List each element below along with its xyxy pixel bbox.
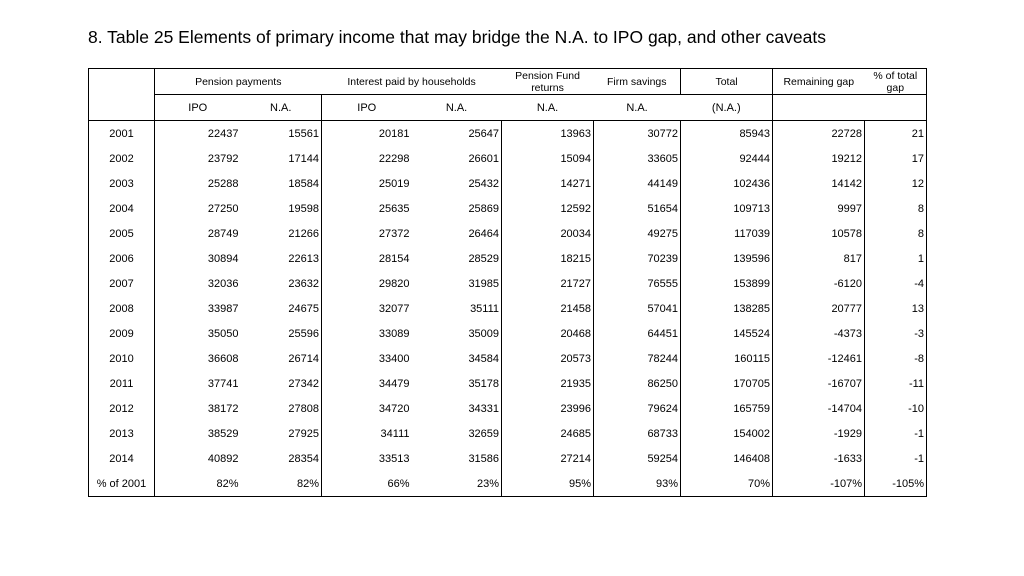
table-cell: 17 [865,146,927,171]
table-cell: 139596 [681,246,773,271]
table-cell: 8 [865,221,927,246]
table-cell: 28354 [241,446,322,471]
subheader-pct-empty [865,95,927,121]
row-label: 2008 [89,296,155,321]
table-cell: 38529 [207,427,239,440]
row-label: 2002 [89,146,155,171]
table-cell: 68733 [594,421,681,446]
table-cell: 33513 [378,452,410,465]
table-cell: -14704 [773,396,865,421]
table-cell: -1 [865,446,927,471]
table-cell: 21 [865,121,927,147]
table-cell: 145524 [681,321,773,346]
table-cell: 33605 [594,146,681,171]
table-cell: 20777 [773,296,865,321]
table-cell: 25869 [412,196,502,221]
table-cell: 23792 [207,152,239,165]
row-label: % of 2001 [89,471,155,497]
table-cell: 1 [865,246,927,271]
table-cell: 82% [155,471,241,497]
table-cell: 33400 [378,352,410,365]
table-cell: 23% [412,471,502,497]
row-label: 2001 [89,121,155,147]
table-cell: 34584 [412,346,502,371]
data-table [88,68,927,497]
pension-payments-header: Pension payments [155,69,322,95]
row-label: 2013 [89,421,155,446]
table-cell: 27808 [241,396,322,421]
table-cell: -4373 [773,321,865,346]
table-cell: 29820 [378,277,410,290]
table-cell: 27372 [378,227,410,240]
table-cell: 20573 [502,346,594,371]
table-cell: 35111 [412,296,502,321]
row-label: 2005 [89,221,155,246]
table-cell: 14271 [502,171,594,196]
table-row [89,296,927,321]
table-row [89,321,927,346]
table-cell: 117039 [681,221,773,246]
table-cell: 21935 [502,371,594,396]
table-cell: 64451 [594,321,681,346]
table-cell: 30772 [594,121,681,147]
table-cell: 12 [865,171,927,196]
table-cell: 34111 [380,427,410,440]
table-cell: 20034 [502,221,594,246]
table-row [89,171,927,196]
row-label: 2010 [89,346,155,371]
table-cell: 24675 [241,296,322,321]
table-cell: -1929 [773,421,865,446]
table-cell: 15094 [502,146,594,171]
table-cell: 817 [773,246,865,271]
table-cell: 32659 [412,421,502,446]
table-cell: -10 [865,396,927,421]
table-cell: 25635 [378,202,410,215]
table-cell: 22728 [773,121,865,147]
table-cell: 37741 [207,377,239,390]
table-cell: 93% [594,471,681,497]
table-cell: 33987 [207,302,239,315]
table-row [89,121,927,147]
table-cell: 17144 [241,146,322,171]
table-cell: 19598 [241,196,322,221]
table-row [89,196,927,221]
table-cell: 30894 [207,252,239,265]
subheader-na-total: (N.A.) [681,95,773,121]
table-cell: 19212 [773,146,865,171]
table-cell: 32077 [378,302,410,315]
table-cell: 22613 [241,246,322,271]
table-cell: 86250 [594,371,681,396]
table-cell: 21727 [502,271,594,296]
table-cell: 59254 [594,446,681,471]
page-title: 8. Table 25 Elements of primary income that may bridge the N.A. to IPO gap, and other caveats [88,27,826,47]
table-cell: -8 [865,346,927,371]
table-row [89,396,927,421]
table-cell: 31985 [412,271,502,296]
table-cell: 49275 [594,221,681,246]
table-cell: 35009 [412,321,502,346]
table-row [89,246,927,271]
table-cell: 28154 [378,252,410,265]
table-cell: 28749 [207,227,239,240]
table-cell: 35050 [207,327,239,340]
table-cell: -1633 [773,446,865,471]
row-label: 2003 [89,171,155,196]
table-cell: 76555 [594,271,681,296]
table-cell: 8 [865,196,927,221]
subheader-na-firm: N.A. [594,95,681,121]
table-cell: 70239 [594,246,681,271]
subheader-ipo-interest: IPO [322,95,412,121]
table-cell: 12592 [502,196,594,221]
table-cell: 79624 [594,396,681,421]
table-cell: -3 [865,321,927,346]
table-cell: 92444 [681,146,773,171]
row-label: 2012 [89,396,155,421]
table-cell: -1 [865,421,927,446]
table-cell: 27342 [241,371,322,396]
remaining-gap-header: Remaining gap [773,69,865,95]
table-cell: 20468 [502,321,594,346]
table-row [89,446,927,471]
table-cell: 33089 [378,327,410,340]
table-row [89,346,927,371]
pct-total-gap-header: % of total gap [865,69,927,95]
table-cell: 40892 [207,452,239,465]
table-cell: 44149 [594,171,681,196]
table-cell: 66% [322,471,412,497]
subheader-na-fund: N.A. [502,95,594,121]
row-label: 2004 [89,196,155,221]
table-cell: 78244 [594,346,681,371]
header-row [89,69,927,95]
table-row [89,421,927,446]
table-cell: 23996 [502,396,594,421]
table-cell: 85943 [681,121,773,147]
table-cell: 22437 [155,121,241,147]
table-cell: 10578 [773,221,865,246]
table-cell: 32036 [207,277,239,290]
interest-paid-header: Interest paid by households [322,69,502,95]
table-cell: 18215 [502,246,594,271]
table-cell: -12461 [773,346,865,371]
pension-fund-header: Pension Fund returns [502,69,594,95]
table-cell: 165759 [681,396,773,421]
subheader-gap-empty [773,95,865,121]
table-cell: -107% [773,471,865,497]
table-cell: 21266 [241,221,322,246]
table-cell: 9997 [773,196,865,221]
table-cell: 14142 [773,171,865,196]
row-label: 2009 [89,321,155,346]
table-cell: 82% [241,471,322,497]
table-cell: 15561 [241,121,322,147]
table-cell: -11 [865,371,927,396]
table-cell: 36608 [207,352,239,365]
table-cell: 38172 [207,402,239,415]
table-cell: 27214 [502,446,594,471]
row-label: 2006 [89,246,155,271]
table-cell: 20181 [322,121,412,147]
table-cell: 95% [502,471,594,497]
table-cell: 24685 [502,421,594,446]
table-cell: 34720 [378,402,410,415]
table-cell: 23632 [241,271,322,296]
table-row [89,271,927,296]
table-cell: 146408 [681,446,773,471]
table-cell: 13963 [502,121,594,147]
table-cell: 102436 [681,171,773,196]
table-cell: 51654 [594,196,681,221]
table-cell: 25647 [412,121,502,147]
table-cell: 27250 [207,202,239,215]
table-cell: 27925 [241,421,322,446]
row-label: 2011 [89,371,155,396]
table-cell: 22298 [378,152,410,165]
row-label: 2007 [89,271,155,296]
year-header [89,69,155,121]
subheader-na-pension: N.A. [241,95,322,121]
table-cell: 170705 [681,371,773,396]
table-cell: -105% [865,471,927,497]
table-cell: -16707 [773,371,865,396]
table-cell: 35178 [412,371,502,396]
table-cell: 21458 [502,296,594,321]
table-cell: 25596 [241,321,322,346]
table-cell: 31586 [412,446,502,471]
table-cell: 34479 [378,377,410,390]
row-label: 2014 [89,446,155,471]
table-cell: 18584 [241,171,322,196]
table-cell: 138285 [681,296,773,321]
table-cell: 153899 [681,271,773,296]
table-cell: 109713 [681,196,773,221]
table-cell: 28529 [412,246,502,271]
table-row [89,146,927,171]
table-cell: 26601 [412,146,502,171]
table-cell: -4 [865,271,927,296]
table-cell: -6120 [773,271,865,296]
table-row [89,471,927,497]
table-cell: 160115 [681,346,773,371]
subheader-ipo-pension: IPO [155,95,241,121]
table-cell: 70% [681,471,773,497]
table-cell: 57041 [594,296,681,321]
subheader-na-interest: N.A. [412,95,502,121]
firm-savings-header: Firm savings [594,69,681,95]
table-cell: 26714 [241,346,322,371]
subheader-row [89,95,927,121]
table-cell: 25288 [207,177,239,190]
table-cell: 25019 [378,177,410,190]
table-cell: 25432 [412,171,502,196]
table-cell: 154002 [681,421,773,446]
table-row [89,221,927,246]
table-cell: 26464 [412,221,502,246]
total-header: Total [681,69,773,95]
table-row [89,371,927,396]
table-cell: 34331 [412,396,502,421]
table-cell: 13 [865,296,927,321]
